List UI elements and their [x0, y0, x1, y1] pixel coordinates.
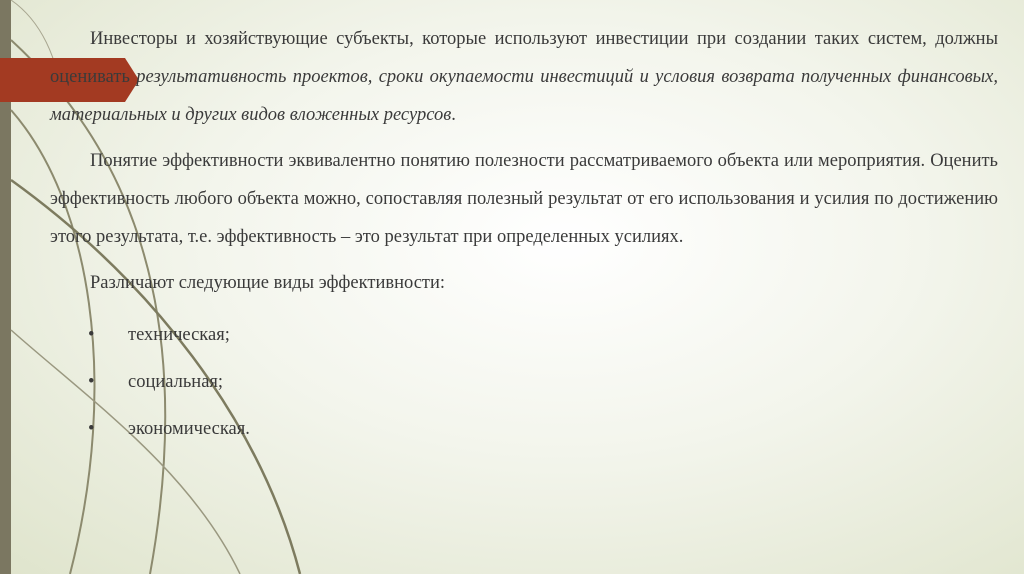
list-item — [50, 312, 998, 359]
slide-body — [50, 20, 998, 453]
list-item — [50, 359, 998, 406]
bullet-icon: • — [88, 325, 95, 345]
paragraph1-plain-text: Инвесторы и хозяйствующие субъекты, которые используют инвестиции при создании таких систем, должны оценивать — [50, 29, 998, 87]
efficiency-types-list — [50, 312, 998, 453]
list-item-text: экономическая. — [128, 419, 250, 439]
paragraph1-end: . — [451, 105, 456, 125]
list-item-text: техническая; — [128, 325, 230, 345]
paragraph1-italic-text: результативность проектов, сроки окупаемости инвестиций и условия возврата полученных финансовых, материальных и других видов вложенных ресурсов — [50, 67, 998, 125]
list-item-text: социальная; — [128, 372, 224, 392]
bullet-icon: • — [88, 372, 95, 392]
bullet-icon: • — [88, 419, 95, 439]
list-intro: Различают следующие виды эффективности: — [90, 273, 446, 293]
paragraph-efficiency-concept: Понятие эффективности эквивалентно понятию полезности рассматриваемого объекта или мероприятия. Оценить эффективность любого объекта можно, сопоставляя полезный результат от его использования и усилия по достижению этого результата, т.е. эффективность – это результат при определенных усилиях. — [50, 151, 998, 247]
paragraph-investors — [50, 20, 998, 134]
list-item — [50, 406, 998, 453]
